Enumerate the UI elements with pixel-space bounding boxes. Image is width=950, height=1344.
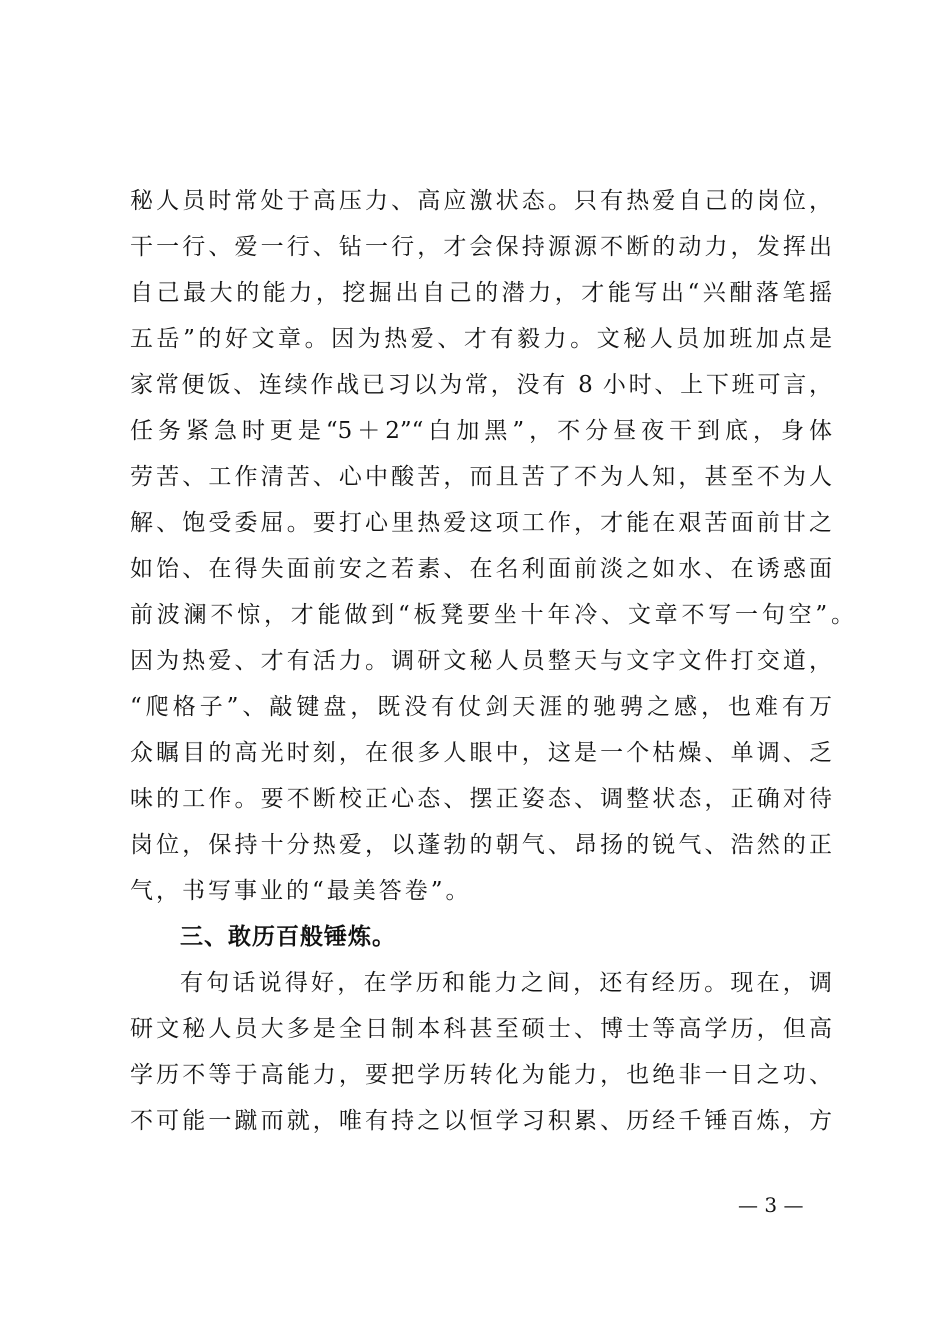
paragraph-line: 任务紧急时更是“5＋2”“白加黑”，不分昼夜干到底，身体 <box>130 418 832 444</box>
paragraph-line: 劳苦、工作清苦、心中酸苦，而且苦了不为人知，甚至不为人 <box>130 464 832 490</box>
paragraph-line: 如饴、在得失面前安之若素、在名利面前淡之如水、在诱惑面 <box>130 556 832 582</box>
paragraph-line: 五岳”的好文章。因为热爱、才有毅力。文秘人员加班加点是 <box>130 326 832 352</box>
paragraph-line: 研文秘人员大多是全日制本科甚至硕士、博士等高学历，但高 <box>130 1016 832 1042</box>
page-number: — 3 — <box>738 1193 804 1217</box>
paragraph-line: 岗位，保持十分热爱，以蓬勃的朝气、昂扬的锐气、浩然的正 <box>130 832 832 858</box>
section-heading: 三、敢历百般锤炼。 <box>180 924 396 950</box>
paragraph-line: 味的工作。要不断校正心态、摆正姿态、调整状态，正确对待 <box>130 786 832 812</box>
paragraph-line: 因为热爱、才有活力。调研文秘人员整天与文字文件打交道， <box>130 648 832 674</box>
paragraph-line: 不可能一蹴而就，唯有持之以恒学习积累、历经千锤百炼，方 <box>130 1108 832 1134</box>
paragraph-line: 有句话说得好，在学历和能力之间，还有经历。现在，调 <box>180 970 832 996</box>
paragraph-line: 自己最大的能力，挖掘出自己的潜力，才能写出“兴酣落笔摇 <box>130 280 832 306</box>
paragraph-line: 前波澜不惊，才能做到“板凳要坐十年冷、文章不写一句空”。 <box>130 602 854 628</box>
paragraph-line: 干一行、爱一行、钻一行，才会保持源源不断的动力，发挥出 <box>130 234 832 260</box>
paragraph-line: “爬格子”、敲键盘，既没有仗剑天涯的驰骋之感，也难有万 <box>130 694 832 720</box>
paragraph-line: 解、饱受委屈。要打心里热爱这项工作，才能在艰苦面前甘之 <box>130 510 832 536</box>
paragraph-line: 众瞩目的高光时刻，在很多人眼中，这是一个枯燥、单调、乏 <box>130 740 832 766</box>
paragraph-line: 秘人员时常处于高压力、高应激状态。只有热爱自己的岗位， <box>130 188 832 214</box>
paragraph-line: 家常便饭、连续作战已习以为常，没有 8 小时、上下班可言， <box>130 372 832 398</box>
paragraph-line: 气，书写事业的“最美答卷”。 <box>130 878 472 904</box>
paragraph-line: 学历不等于高能力，要把学历转化为能力，也绝非一日之功、 <box>130 1062 832 1088</box>
